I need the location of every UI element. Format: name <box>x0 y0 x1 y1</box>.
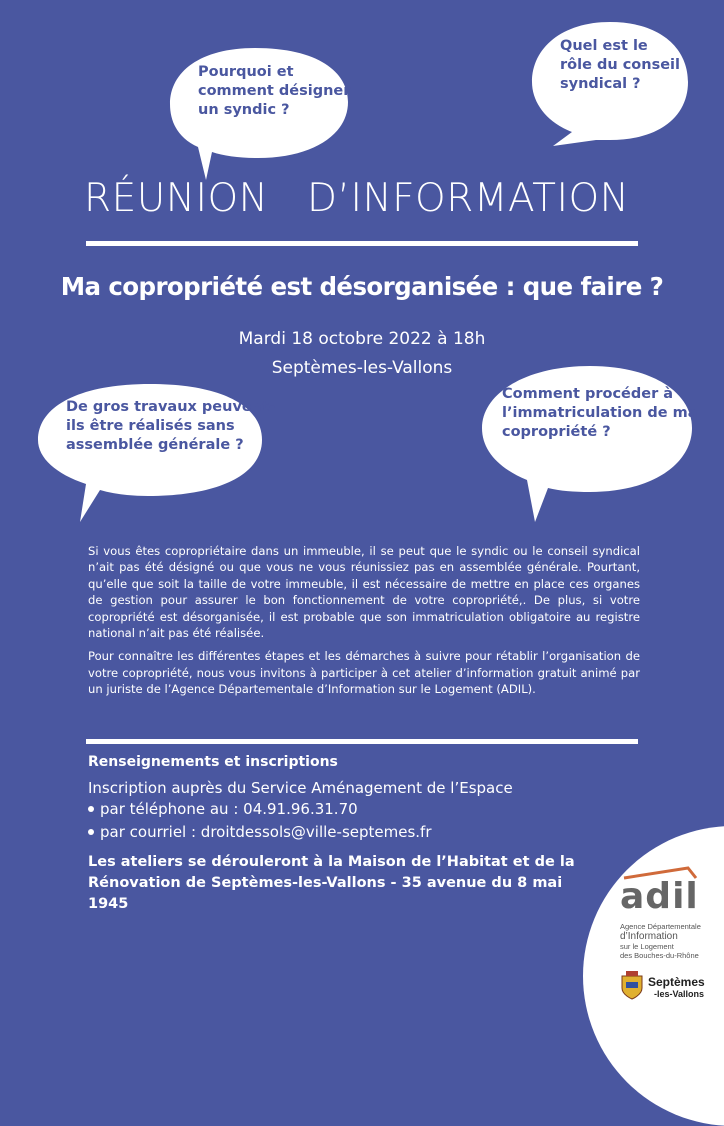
description <box>88 543 640 705</box>
title-divider <box>86 241 638 246</box>
bubble-text-mid-left: De gros travaux peuvent- ils être réalisés sans assemblée générale ? <box>66 399 276 453</box>
page-subtitle: Ma copropriété est désorganisée : que faire ? <box>60 272 664 301</box>
venue-info <box>88 852 588 915</box>
bullet-icon <box>88 806 94 812</box>
bullet-icon <box>88 829 94 835</box>
info-heading: Renseignements et inscriptions <box>88 754 338 770</box>
description-paragraph: Si vous êtes copropriétaire dans un immeuble, il se peut que le syndic ou le conseil syndical n’ait pas été désigné ou que vous ne vous réunissiez pas en assemblée générale. Pourtant, qu’elle que soit la taille de votre immeuble, il est nécessaire de mettre en place ces organes de gestion pour assurer le bon fonctionnement de votre copropriété,. De plus, si votre copropriété est désorganisée, il est probable que son immatriculation obligatoire au registre national n’ait pas été réalisée. <box>88 544 640 641</box>
email-text: par courriel : droitdessols@ville-septemes.fr <box>100 823 432 841</box>
event-place: Septèmes-les-Vallons <box>271 358 453 378</box>
page-title: RÉUNION D’INFORMATION <box>84 176 630 221</box>
event-date: Mardi 18 octobre 2022 à 18h <box>238 329 486 349</box>
description-paragraph: Pour connaître les différentes étapes et les démarches à suivre pour rétablir l’organisation de votre copropriété, nous vous invitons à participer à cet atelier d’information gratuit animé par un juriste de l’Agence Départementale d’Information sur le Logement (ADIL). <box>88 649 640 697</box>
city-crest-icon <box>620 970 644 1000</box>
bubble-text-top-right: Quel est le rôle du conseil syndical ? <box>560 38 681 92</box>
bubble-text-top-left: Pourquoi et comment désigner un syndic ? <box>198 64 351 118</box>
bubble-text-mid-right: Comment procéder à l’immatriculation de ma copropriété ? <box>502 386 698 440</box>
septemes-logo: Septèmes -les-Vallons <box>648 975 705 999</box>
info-email-line <box>88 823 432 841</box>
venue-line: Rénovation de Septèmes-les-Vallons - 35 avenue du 8 mai 1945 <box>88 875 563 912</box>
phone-text: par téléphone au : 04.91.96.31.70 <box>100 800 358 818</box>
info-registration: Inscription auprès du Service Aménagement de l’Espace <box>88 779 513 797</box>
adil-logo: adil <box>620 876 699 917</box>
info-divider <box>86 739 638 744</box>
venue-line: Les ateliers se dérouleront à la Maison de l’Habitat et de la <box>88 854 575 870</box>
adil-subtitle: Agence Départementale d’Information sur le Logement des Bouches-du-Rhône <box>620 922 701 960</box>
info-phone-line <box>88 800 358 818</box>
